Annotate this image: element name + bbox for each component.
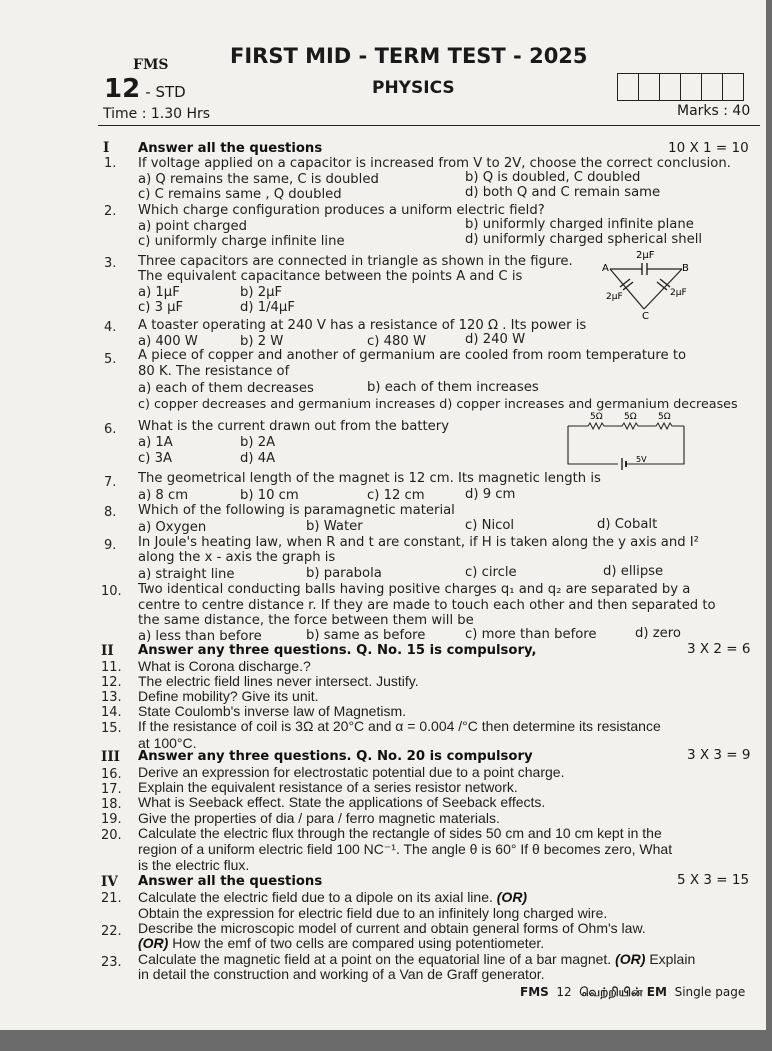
q4-number: 4. xyxy=(104,320,117,335)
q10-option-c: c) more than before xyxy=(465,627,597,642)
q10-text: Two identical conducting balls having positive charges q₁ and q₂ are separated by a xyxy=(138,582,691,597)
q10-text-line3: the same distance, the force between them will be xyxy=(138,613,474,628)
q9-text: In Joule's heating law, when R and t are constant, if H is taken along the y axis and I² xyxy=(138,535,699,550)
section-4-heading: Answer all the questions xyxy=(138,874,323,889)
section-3-heading: Answer any three questions. Q. No. 20 is compulsory xyxy=(138,749,533,764)
section-2-marks: 3 X 2 = 6 xyxy=(687,641,751,657)
q9-option-c: c) circle xyxy=(465,565,517,580)
q7-text: The geometrical length of the magnet is 12 cm. Its magnetic length is xyxy=(138,471,601,486)
q3-text: Three capacitors are connected in triangle as shown in the figure. xyxy=(138,254,573,269)
q7-option-a: a) 8 cm xyxy=(138,488,189,503)
battery-label: 5V xyxy=(636,455,647,464)
footer-std: 12 xyxy=(556,985,572,999)
q4-option-c: c) 480 W xyxy=(367,334,426,349)
q17-text: Explain the equivalent resistance of a series resistor network. xyxy=(138,779,518,795)
q23-text-line2: in detail the construction and working of a Van de Graff generator. xyxy=(138,966,545,982)
q22-number: 22. xyxy=(101,924,122,939)
q9-text-line2: along the x - axis the graph is xyxy=(138,550,336,565)
cap-top-label: 2μF xyxy=(636,250,655,261)
section-4-numeral: IV xyxy=(101,874,118,890)
q10-number: 10. xyxy=(101,584,122,599)
q16-number: 16. xyxy=(101,767,122,782)
q5-number: 5. xyxy=(104,352,117,367)
resistor-3-label: 5Ω xyxy=(658,412,671,422)
time-allowed: Time : 1.30 Hrs xyxy=(103,106,211,122)
q15-text-line2: at 100°C. xyxy=(138,735,197,751)
std-number: 12 xyxy=(104,74,141,104)
q10-text-line2: centre to centre distance r. If they are made to touch each other and then separated to xyxy=(138,598,716,613)
page-footer xyxy=(520,985,745,1001)
cap-left-label: 2μF xyxy=(606,292,623,302)
q20-text-line2: region of a uniform electric field 100 NC⁻¹. The angle θ is 60° If θ becomes zero, What xyxy=(138,841,673,857)
q2-number: 2. xyxy=(104,204,117,219)
q1-number: 1. xyxy=(104,156,117,171)
q7-number: 7. xyxy=(104,475,117,490)
q10-option-b: b) same as before xyxy=(306,628,426,643)
q22-text-line2 xyxy=(138,936,544,951)
circuit-wire-right xyxy=(626,426,684,464)
q9-option-b: b) parabola xyxy=(306,566,382,581)
q1-option-a: a) Q remains the same, C is doubled xyxy=(138,172,379,187)
q12-text: The electric field lines never intersect. Justify. xyxy=(138,673,419,689)
q8-option-a: a) Oxygen xyxy=(138,520,207,535)
cap-right-label: 2μF xyxy=(670,288,687,298)
q3-option-a: a) 1μF xyxy=(138,285,180,300)
q3-option-c: c) 3 μF xyxy=(138,300,184,315)
capacitor-triangle-figure xyxy=(596,245,706,319)
header-divider xyxy=(98,125,760,126)
q11-number: 11. xyxy=(101,660,122,675)
section-1-numeral: I xyxy=(103,140,110,156)
q4-text: A toaster operating at 240 V has a resistance of 120 Ω . Its power is xyxy=(138,318,587,333)
section-2-numeral: II xyxy=(101,643,114,659)
q5-option-a: a) each of them decreases xyxy=(138,381,314,396)
q6-option-c: c) 3A xyxy=(138,451,172,466)
q15-number: 15. xyxy=(101,721,122,736)
q23-main: Calculate the magnetic field at a point on the equatorial line of a bar magnet. xyxy=(138,951,612,967)
q2-option-d: d) uniformly charged spherical shell xyxy=(465,232,703,247)
section-4-marks: 5 X 3 = 15 xyxy=(677,872,750,888)
q9-number: 9. xyxy=(104,538,117,553)
q6-option-a: a) 1A xyxy=(138,435,173,450)
footer-publisher: வெற்றியின் EM xyxy=(579,985,667,999)
q8-number: 8. xyxy=(104,505,117,520)
footer-code: FMS xyxy=(520,985,549,999)
q18-number: 18. xyxy=(101,797,122,812)
resistor-series xyxy=(568,423,684,429)
q20-text-line3: is the electric flux. xyxy=(138,857,250,873)
q23-number: 23. xyxy=(101,955,122,970)
q4-option-d: d) 240 W xyxy=(465,332,526,347)
std-label xyxy=(104,74,186,104)
resistor-circuit-figure xyxy=(560,408,690,470)
node-a-label: A xyxy=(602,263,609,274)
subject-title: PHYSICS xyxy=(372,78,455,98)
q7-option-d: d) 9 cm xyxy=(465,487,516,502)
total-marks: Marks : 40 xyxy=(677,103,751,119)
q23-tail: Explain xyxy=(649,951,696,967)
q7-option-c: c) 12 cm xyxy=(367,488,425,503)
q21-text-line2: Obtain the expression for electric field due to an infinitely long charged wire. xyxy=(138,905,608,921)
q10-option-a: a) less than before xyxy=(138,629,262,644)
section-1-heading: Answer all the questions xyxy=(138,141,323,156)
q2-option-b: b) uniformly charged infinite plane xyxy=(465,217,694,232)
q23-text xyxy=(138,952,695,967)
q21-number: 21. xyxy=(101,891,122,906)
q5-text-line2: 80 K. The resistance of xyxy=(138,364,290,379)
resistor-1-label: 5Ω xyxy=(590,412,603,422)
q22-alt: How the emf of two cells are compared using potentiometer. xyxy=(172,935,545,951)
q6-option-d: d) 4A xyxy=(240,451,276,466)
node-c-label: C xyxy=(642,311,649,319)
exam-title: FIRST MID - TERM TEST - 2025 xyxy=(230,44,588,68)
q3-option-d: d) 1/4μF xyxy=(240,300,295,315)
q21-or: (OR) xyxy=(496,889,528,905)
q2-option-c: c) uniformly charge infinite line xyxy=(138,234,345,249)
q7-option-b: b) 10 cm xyxy=(240,488,299,503)
section-1-marks: 10 X 1 = 10 xyxy=(668,140,749,156)
q19-number: 19. xyxy=(101,812,122,827)
section-3-marks: 3 X 3 = 9 xyxy=(687,747,751,763)
q5-text: A piece of copper and another of germanium are cooled from room temperature to xyxy=(138,348,687,363)
q2-option-a: a) point charged xyxy=(138,219,247,234)
q16-text: Derive an expression for electrostatic potential due to a point charge. xyxy=(138,764,565,780)
q9-option-a: a) straight line xyxy=(138,567,235,582)
q6-text: What is the current drawn out from the battery xyxy=(138,419,450,434)
circuit-wire-left xyxy=(568,426,618,464)
q8-option-c: c) Nicol xyxy=(465,518,515,533)
q12-number: 12. xyxy=(101,675,122,690)
q22-text: Describe the microscopic model of current and obtain general forms of Ohm's law. xyxy=(138,920,646,936)
institute-code: FMS xyxy=(133,57,169,73)
q19-text: Give the properties of dia / para / ferro magnetic materials. xyxy=(138,810,500,826)
q3-number: 3. xyxy=(104,256,117,271)
q22-or: (OR) xyxy=(138,935,169,951)
q14-text: State Coulomb's inverse law of Magnetism. xyxy=(138,703,407,719)
q3-option-b: b) 2μF xyxy=(240,285,283,300)
q1-option-b: b) Q is doubled, C doubled xyxy=(465,170,641,185)
q3-text-line2: The equivalent capacitance between the points A and C is xyxy=(138,269,523,284)
q21-main: Calculate the electric field due to a dipole on its axial line. xyxy=(138,889,493,905)
q5-options-cd: c) copper decreases and germanium increases d) copper increases and germanium decreases xyxy=(138,396,738,411)
std-text: - STD xyxy=(145,83,186,101)
q18-text: What is Seeback effect. State the applications of Seeback effects. xyxy=(138,794,546,810)
q17-number: 17. xyxy=(101,782,122,797)
q8-option-b: b) Water xyxy=(306,519,363,534)
q2-text: Which charge configuration produces a uniform electric field? xyxy=(138,203,545,218)
resistor-2-label: 5Ω xyxy=(624,412,637,422)
q11-text: What is Corona discharge.? xyxy=(138,658,311,674)
q14-number: 14. xyxy=(101,705,122,720)
footer-page: Single page xyxy=(674,985,746,999)
q5-option-b: b) each of them increases xyxy=(367,380,539,395)
q9-option-d: d) ellipse xyxy=(603,564,664,579)
section-2-heading: Answer any three questions. Q. No. 15 is compulsory, xyxy=(138,643,537,658)
q6-option-b: b) 2A xyxy=(240,435,276,450)
q21-text xyxy=(138,890,527,905)
q13-number: 13. xyxy=(101,690,122,705)
q13-text: Define mobility? Give its unit. xyxy=(138,688,319,704)
section-3-numeral: III xyxy=(101,749,120,765)
q4-option-b: b) 2 W xyxy=(240,334,284,349)
q20-number: 20. xyxy=(101,828,122,843)
node-b-label: B xyxy=(682,263,689,274)
q4-option-a: a) 400 W xyxy=(138,334,198,349)
q20-text: Calculate the electric flux through the rectangle of sides 50 cm and 10 cm kept in the xyxy=(138,825,662,841)
q8-option-d: d) Cobalt xyxy=(597,517,658,532)
q8-text: Which of the following is paramagnetic material xyxy=(138,503,455,518)
q1-option-d: d) both Q and C remain same xyxy=(465,185,661,200)
q1-option-c: c) C remains same , Q doubled xyxy=(138,187,342,202)
q15-text: If the resistance of coil is 3Ω at 20°C and α = 0.004 /°C then determine its resistance xyxy=(138,718,661,734)
wire-ac xyxy=(610,269,644,309)
q6-number: 6. xyxy=(104,422,117,437)
q23-or: (OR) xyxy=(615,951,646,967)
q1-text: If voltage applied on a capacitor is increased from V to 2V, choose the correct conclusion. xyxy=(138,156,731,171)
q10-option-d: d) zero xyxy=(635,626,681,641)
register-number-boxes xyxy=(617,73,744,101)
